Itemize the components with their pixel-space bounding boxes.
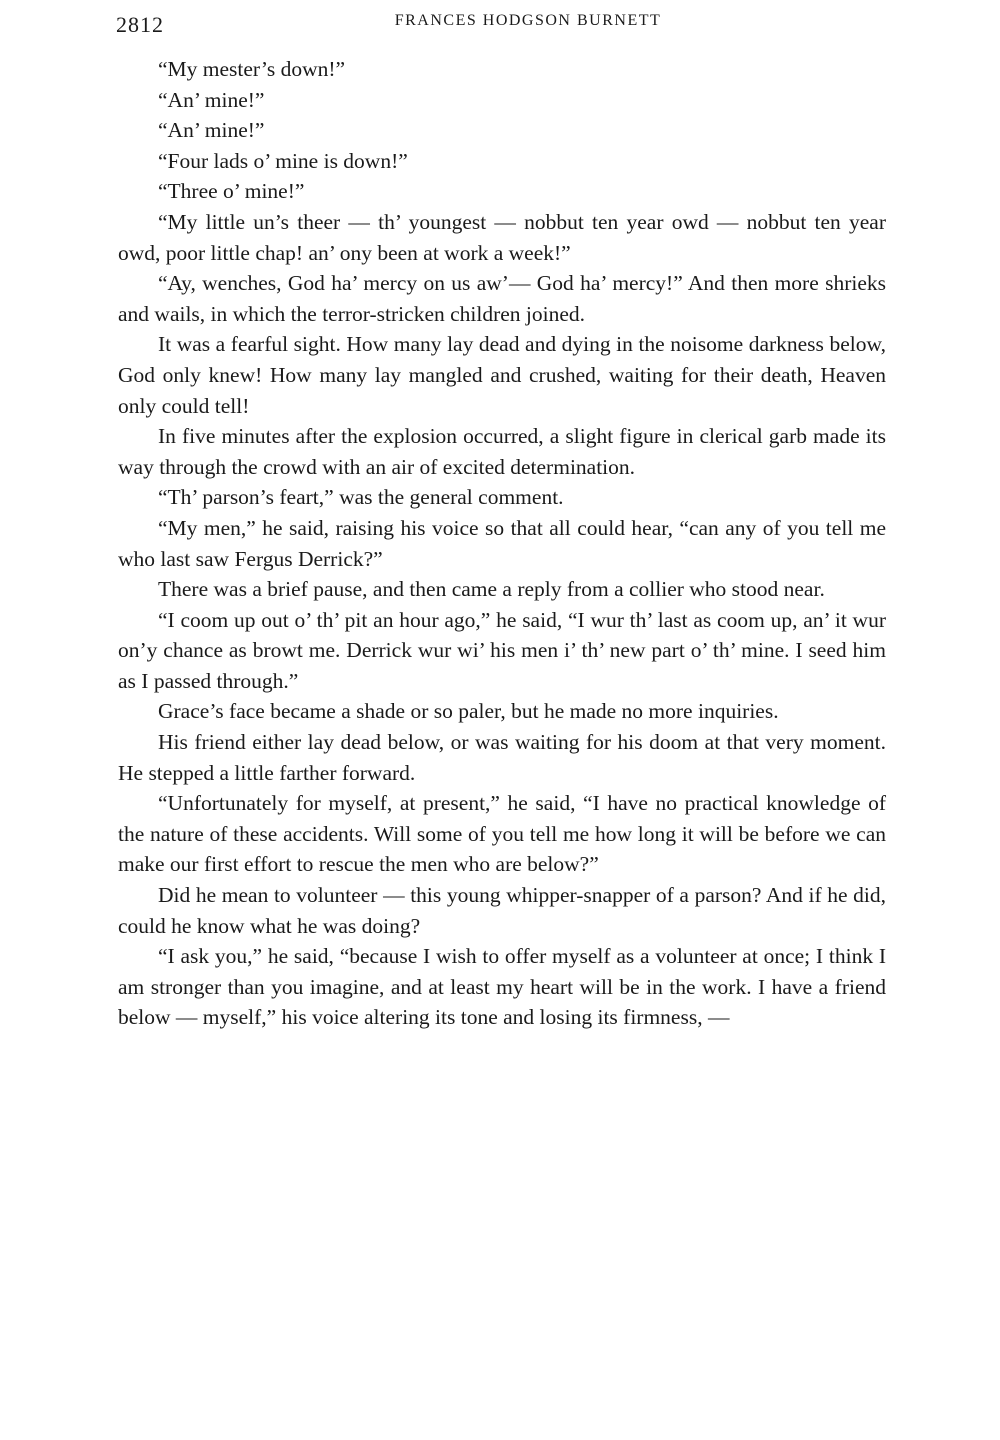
page-number: 2812 (116, 12, 164, 37)
paragraph: There was a brief pause, and then came a reply from a collier who stood near. (158, 577, 825, 602)
paragraph: “An’ mine!” (158, 87, 265, 112)
running-head: FRANCES HODGSON BURNETT (394, 12, 662, 29)
paragraph: “Three o’ mine!” (158, 179, 305, 204)
paragraph: It was a fearful sight. How many lay dead and dying in the noisome darkness below, God only knew! How many lay mangled and crushed, waiting for their death, Heaven only could tell! (118, 332, 886, 418)
paragraph: His friend either lay dead below, or was waiting for his doom at that very moment. He stepped a little farther forward. (118, 730, 886, 785)
paragraph: Did he mean to volunteer — this young whipper-snapper of a parson? And if he did, could he know what he was doing? (118, 883, 886, 938)
paragraph: “My men,” he said, raising his voice so that all could hear, “can any of you tell me who last saw Fergus Derrick?” (118, 515, 886, 571)
body-text (118, 54, 886, 1033)
page-header (116, 8, 890, 38)
paragraph: In five minutes after the explosion occurred, a slight figure in clerical garb made its way through the crowd with an air of excited determination. (118, 424, 886, 479)
paragraph: Grace’s face became a shade or so paler, but he made no more inquiries. (158, 699, 779, 724)
paragraph: “Ay, wenches, God ha’ mercy on us aw’— God ha’ mercy!” And then more shrieks and wails, in which the terror-stricken children joined. (118, 271, 886, 326)
paragraph: “Four lads o’ mine is down!” (158, 148, 408, 173)
paragraph: “An’ mine!” (158, 118, 265, 143)
paragraph: “I coom up out o’ th’ pit an hour ago,” he said, “I wur th’ last as coom up, an’ it wur on’y chance as browt me. Derrick wur wi’ his men i’ th’ new part o’ th’ mine. I seed him as I passed through.” (118, 607, 886, 693)
paragraph: “My mester’s down!” (158, 57, 346, 81)
paragraph: “I ask you,” he said, “because I wish to offer myself as a volunteer at once; I think I am stronger than you imagine, and at least my heart will be in the work. I have a friend below — myself,” his voice altering its tone and losing its firmness, — (118, 944, 886, 1030)
paragraph: “My little un’s theer — th’ youngest — nobbut ten year owd — nobbut ten year owd, poor little chap! an’ ony been at work a week!” (118, 209, 886, 265)
paragraph: “Th’ parson’s feart,” was the general comment. (158, 485, 564, 510)
paragraph: “Unfortunately for myself, at present,” he said, “I have no practical knowledge of the nature of these accidents. Will some of you tell me how long it will be before we can make our first effort to rescue the men who are below?” (118, 791, 886, 877)
